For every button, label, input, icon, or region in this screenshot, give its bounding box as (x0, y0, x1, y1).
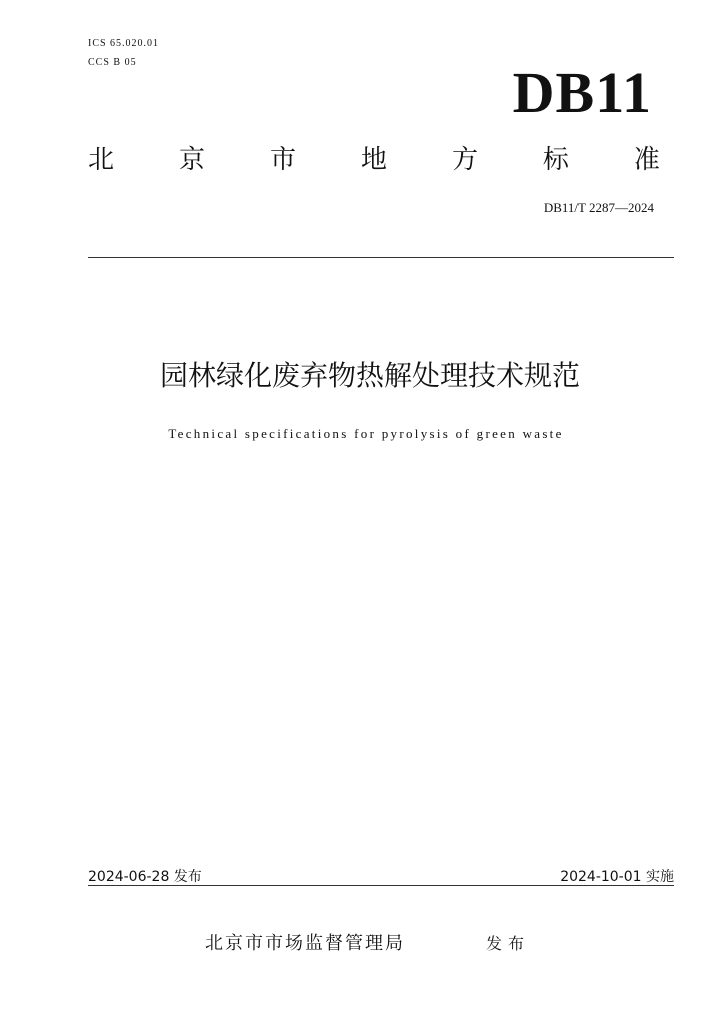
standard-type-char: 方 (451, 145, 478, 175)
implementation-date: 2024-10-01 实施 (560, 869, 674, 885)
issue-date: 2024-06-28 发布 (88, 869, 202, 885)
standard-type-char: 京 (178, 145, 205, 175)
standard-number: DB11/T 2287—2024 (543, 200, 654, 215)
document-title-chinese: 园林绿化废弃物热解处理技术规范 (159, 359, 580, 392)
ics-code: ICS 65.020.01 (88, 38, 160, 49)
db11-logo: DB11 (512, 60, 652, 125)
standard-type-char: 北 (88, 145, 115, 175)
footer-divider (88, 885, 674, 886)
standard-type-heading (88, 142, 660, 178)
ccs-code: CCS B 05 (88, 57, 137, 68)
document-title-english: Technical specifications for pyrolysis of green waste (168, 426, 564, 441)
standard-type-char: 市 (269, 145, 296, 175)
standard-type-char: 地 (360, 145, 387, 175)
issuing-authority: 北京市市场监督管理局 (205, 933, 405, 954)
standard-type-char: 准 (633, 145, 660, 175)
standard-type-char: 标 (542, 145, 569, 175)
header-divider (88, 257, 674, 258)
issue-label: 发布 (486, 934, 531, 953)
